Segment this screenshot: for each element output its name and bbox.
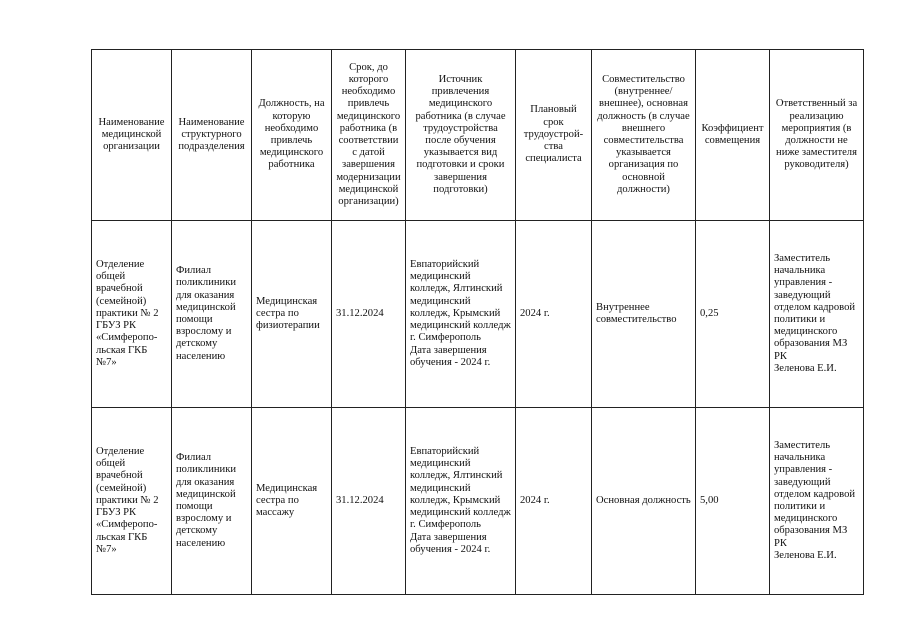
header-source: Источник привлечения медицинского работника (в случае трудоустройства после обучения указывается вид подготовки и сроки завершения подготовки)	[406, 50, 516, 221]
table-row	[92, 408, 864, 595]
header-combination: Совместительство (внутреннее/ внешнее), основная должность (в случае внешнего совместительства указывается организация по основной должности)	[592, 50, 696, 221]
cell-organization: Отделение общей врачебной (семейной) практики № 2 ГБУЗ РК «Симферопо-льская ГКБ №7»	[92, 408, 172, 595]
header-planned-term: Плановый срок трудоустрой-ства специалиста	[516, 50, 592, 221]
cell-position: Медицинская сестра по физиотерапии	[252, 221, 332, 408]
cell-deadline: 31.12.2024	[332, 221, 406, 408]
table-header-row	[92, 50, 864, 221]
cell-source: Евпаторийский медицинский колледж, Ялтинский медицинский колледж, Крымский медицинский колледж г. Симферополь Дата завершения обучения - 2024 г.	[406, 408, 516, 595]
cell-planned-term: 2024 г.	[516, 408, 592, 595]
header-deadline: Срок, до которого необходимо привлечь медицинского работника (в соответствии с датой завершения модернизации медицинской организации)	[332, 50, 406, 221]
cell-coefficient: 5,00	[696, 408, 770, 595]
cell-combination: Внутреннее совместительство	[592, 221, 696, 408]
cell-unit: Филиал поликлиники для оказания медицинской помощи взрослому и детскому населению	[172, 221, 252, 408]
staffing-table	[91, 49, 864, 595]
table-row	[92, 221, 864, 408]
cell-position: Медицинская сестра по массажу	[252, 408, 332, 595]
cell-combination: Основная должность	[592, 408, 696, 595]
header-responsible: Ответственный за реализацию мероприятия (в должности не ниже заместителя руководителя)	[770, 50, 864, 221]
cell-responsible: Заместитель начальника управления - заведующий отделом кадровой политики и медицинского образования МЗ РК Зеленова Е.И.	[770, 221, 864, 408]
cell-deadline: 31.12.2024	[332, 408, 406, 595]
header-position: Должность, на которую необходимо привлечь медицинского работника	[252, 50, 332, 221]
cell-source: Евпаторийский медицинский колледж, Ялтинский медицинский колледж, Крымский медицинский колледж г. Симферополь Дата завершения обучения - 2024 г.	[406, 221, 516, 408]
cell-organization: Отделение общей врачебной (семейной) практики № 2 ГБУЗ РК «Симферопо-льская ГКБ №7»	[92, 221, 172, 408]
header-unit: Наименование структурного подразделения	[172, 50, 252, 221]
header-coefficient: Коэффициент совмещения	[696, 50, 770, 221]
header-organization: Наименование медицинской организации	[92, 50, 172, 221]
cell-planned-term: 2024 г.	[516, 221, 592, 408]
cell-coefficient: 0,25	[696, 221, 770, 408]
cell-responsible: Заместитель начальника управления - заведующий отделом кадровой политики и медицинского образования МЗ РК Зеленова Е.И.	[770, 408, 864, 595]
cell-unit: Филиал поликлиники для оказания медицинской помощи взрослому и детскому населению	[172, 408, 252, 595]
